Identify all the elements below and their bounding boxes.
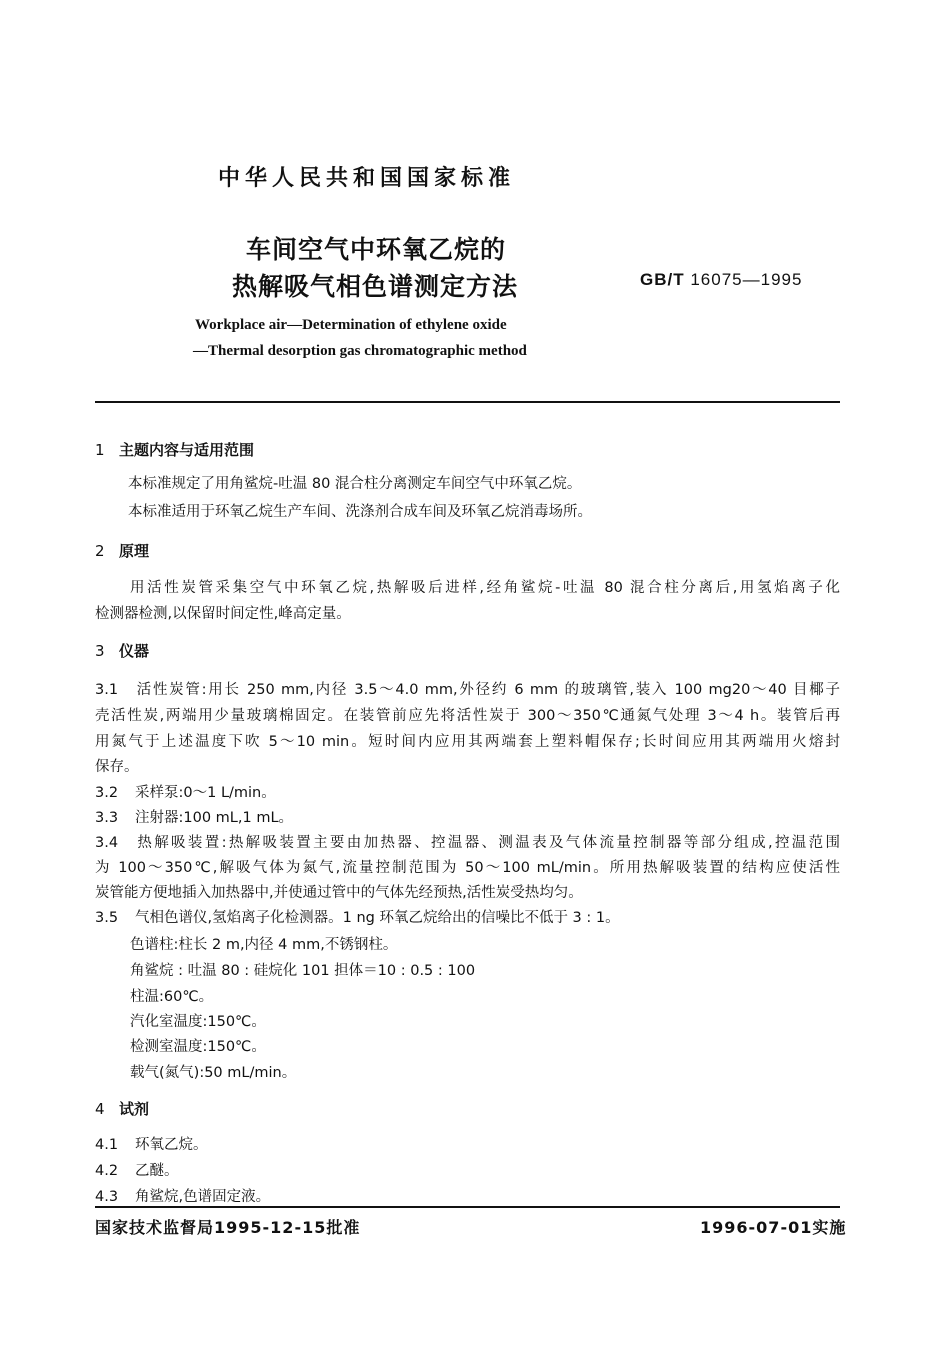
section-title: 试剂: [119, 1100, 150, 1118]
clause-text: 采样泵:0～1 L/min。: [135, 785, 276, 801]
clause-text: 热解吸装置:热解吸装置主要由加热器、控温器、测温表及气体流量控制器等部分组成,控温范围: [135, 835, 840, 851]
gc-condition-packing: 角鲨烷 : 吐温 80 : 硅烷化 101 担体＝10 : 0.5 : 100: [130, 963, 476, 979]
gc-condition-injector-temp: 汽化室温度:150℃。: [130, 1014, 266, 1030]
clause-number: 3.3: [95, 810, 119, 826]
clause-number: 4.3: [95, 1189, 119, 1205]
section-number: 3: [95, 642, 105, 660]
section-title: 仪器: [119, 642, 150, 660]
implementation-date: 1996-07-01实施: [700, 1218, 847, 1237]
clause-3-3: [95, 806, 293, 827]
clause-text: 乙醚。: [135, 1163, 179, 1179]
gc-condition-column-temp: 柱温:60℃。: [130, 989, 214, 1005]
clause-number: 3.1: [95, 682, 119, 698]
english-title-line-2: —Thermal desorption gas chromatographic method: [193, 343, 527, 359]
gc-condition-carrier-gas: 载气(氮气):50 mL/min。: [130, 1065, 297, 1081]
section-2-heading: [95, 540, 149, 561]
standard-prefix: GB/T: [640, 270, 685, 289]
section-1-paragraph-2: 本标准适用于环氧乙烷生产车间、洗涤剂合成车间及环氧乙烷消毒场所。: [128, 504, 592, 520]
section-title: 主题内容与适用范围: [119, 441, 255, 459]
title-line-2: 热解吸气相色谱测定方法: [232, 272, 519, 301]
section-1-heading: [95, 439, 254, 460]
clause-number: 3.4: [95, 835, 119, 851]
header-divider: [95, 401, 840, 403]
clause-text: 注射器:100 mL,1 mL。: [135, 810, 294, 826]
reagent-4-2: [95, 1159, 179, 1180]
clause-number: 4.1: [95, 1137, 119, 1153]
standard-code: 16075—1995: [690, 270, 803, 289]
clause-3-2: [95, 781, 276, 802]
clause-3-4-line-3: 炭管能方便地插入加热器中,并使通过管中的气体先经预热,活性炭受热均匀。: [95, 885, 583, 901]
clause-3-1-line-3: 用氮气于上述温度下吹 5～10 min。短时间内应用其两端套上塑料帽保存;长时间应用其两端用火熔封: [95, 734, 840, 750]
clause-text: 气相色谱仪,氢焰离子化检测器。1 ng 环氧乙烷给出的信噪比不低于 3 : 1。: [135, 910, 620, 926]
clause-3-1-line-4: 保存。: [95, 759, 139, 775]
section-2-paragraph-line-2: 检测器检测,以保留时间定性,峰高定量。: [95, 606, 351, 622]
section-3-heading: [95, 640, 149, 661]
approval-date: 国家技术监督局1995-12-15批准: [95, 1218, 361, 1237]
clause-text: 环氧乙烷。: [135, 1137, 208, 1153]
clause-text: 角鲨烷,色谱固定液。: [135, 1189, 271, 1205]
gc-condition-column: 色谱柱:柱长 2 m,内径 4 mm,不锈钢柱。: [130, 937, 398, 953]
national-standard-heading: 中华人民共和国国家标准: [218, 166, 516, 191]
clause-number: 4.2: [95, 1163, 119, 1179]
standard-number: [640, 270, 802, 290]
section-4-heading: [95, 1098, 149, 1119]
section-number: 4: [95, 1100, 105, 1118]
section-1-paragraph-1: 本标准规定了用角鲨烷-吐温 80 混合柱分离测定车间空气中环氧乙烷。: [128, 476, 582, 492]
clause-3-4-line-1: [95, 831, 840, 852]
reagent-4-3: [95, 1185, 270, 1206]
clause-3-1-line-1: [95, 678, 840, 699]
english-title-line-1: Workplace air—Determination of ethylene oxide: [195, 317, 507, 333]
section-number: 2: [95, 542, 105, 560]
clause-3-5: [95, 906, 620, 927]
clause-number: 3.2: [95, 785, 119, 801]
section-title: 原理: [119, 542, 150, 560]
gc-condition-detector-temp: 检测室温度:150℃。: [130, 1039, 266, 1055]
reagent-4-1: [95, 1133, 208, 1154]
clause-number: 3.5: [95, 910, 119, 926]
clause-text: 活性炭管:用长 250 mm,内径 3.5～4.0 mm,外径约 6 mm 的玻璃管,装入 100 mg20～40 目椰子: [135, 682, 840, 698]
footer-divider: [95, 1206, 840, 1208]
clause-3-4-line-2: 为 100～350℃,解吸气体为氮气,流量控制范围为 50～100 mL/min。所用热解吸装置的结构应使活性: [95, 860, 840, 876]
title-line-1: 车间空气中环氧乙烷的: [246, 235, 507, 264]
section-2-paragraph-line-1: 用活性炭管采集空气中环氧乙烷,热解吸后进样,经角鲨烷-吐温 80 混合柱分离后,用氢焰离子化: [130, 580, 840, 596]
clause-3-1-line-2: 壳活性炭,两端用少量玻璃棉固定。在装管前应先将活性炭于 300～350℃通氮气处理 3～4 h。装管后再: [95, 708, 840, 724]
section-number: 1: [95, 441, 105, 459]
